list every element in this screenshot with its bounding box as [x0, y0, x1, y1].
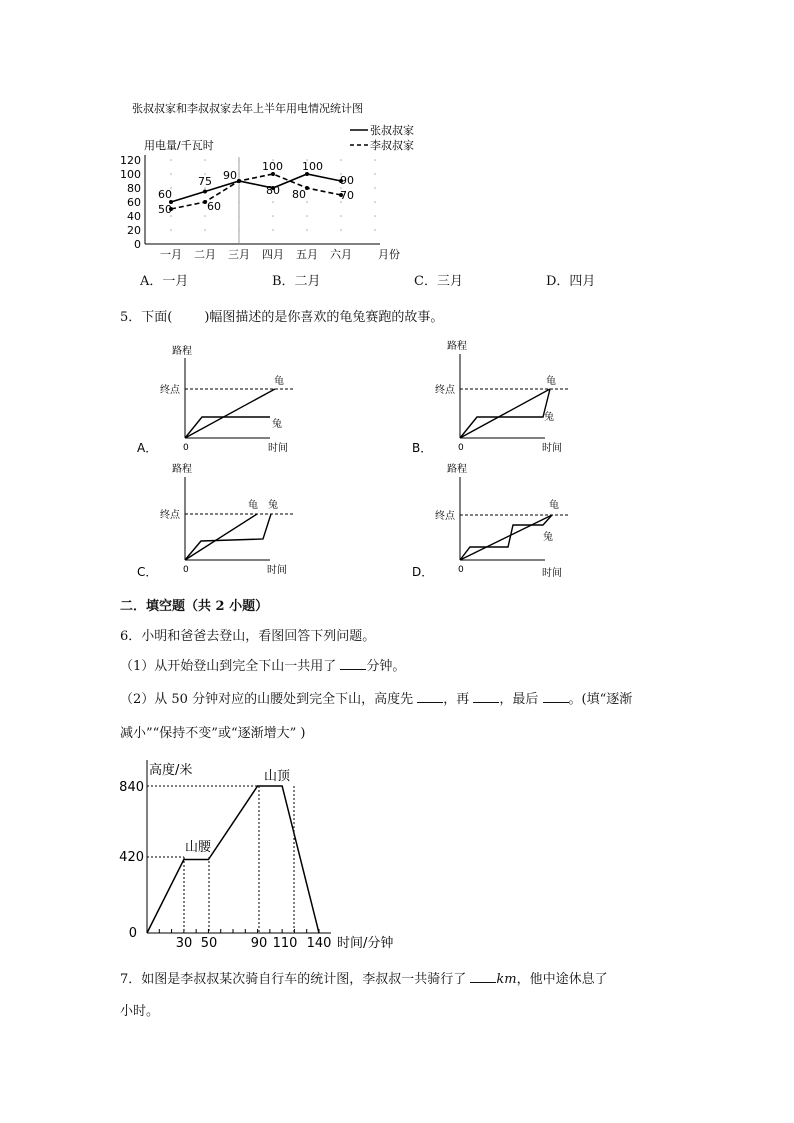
grid-dot	[238, 201, 240, 203]
origin-label: 0	[458, 443, 464, 453]
race-graph-c	[135, 462, 305, 582]
x-tick: 四月	[262, 248, 284, 261]
answer-blank[interactable]	[470, 970, 496, 983]
rabbit-line	[185, 417, 270, 438]
grid-dot	[374, 187, 376, 189]
origin-label: 0	[183, 443, 189, 453]
turtle-label: 龟	[549, 500, 559, 511]
grid-dot	[306, 229, 308, 231]
answer-blank[interactable]	[473, 690, 499, 703]
grid-dot	[374, 173, 376, 175]
race-graph-b	[410, 340, 580, 460]
panel-x-label: 时间	[542, 443, 562, 454]
panel-letter: D．	[412, 565, 434, 579]
origin-label: 0	[458, 565, 464, 575]
rabbit-label: 兔	[544, 412, 554, 423]
turtle-line	[185, 389, 275, 438]
x-tick: 50	[200, 936, 218, 951]
panel-x-label: 时间	[267, 565, 287, 576]
answer-blank[interactable]	[417, 690, 443, 703]
x-tick: 140	[306, 936, 332, 951]
x-tick: 一月	[160, 248, 182, 261]
grid-dot	[374, 215, 376, 217]
panel-finish-label: 终点	[435, 511, 455, 522]
legend-li: 李叔叔家	[370, 139, 414, 152]
panel-y-label: 路程	[447, 341, 467, 352]
grid-dot	[340, 229, 342, 231]
grid-dot	[272, 229, 274, 231]
section-heading: 二．填空题（共 2 小题）	[120, 599, 269, 614]
turtle-label: 龟	[248, 500, 258, 511]
panel-letter: B．	[412, 441, 433, 455]
question-6-stem: 6．小明和爸爸去登山，看图回答下列问题。	[120, 629, 376, 644]
panel-finish-label: 终点	[160, 385, 180, 396]
option-a: A．一月	[140, 274, 189, 289]
panel-letter: A．	[137, 441, 158, 455]
panel-y-label: 路程	[172, 346, 192, 357]
question-5-stem: 5．下面( )幅图描述的是你喜欢的龟兔赛跑的故事。	[120, 310, 444, 325]
chart-title: 张叔叔家和李叔叔家去年上半年用电情况统计图	[132, 102, 363, 115]
x-tick: 30	[175, 936, 193, 951]
panel-letter: C．	[137, 565, 158, 579]
grid-dot	[272, 215, 274, 217]
question-7-line-2: 小时。	[120, 1004, 160, 1019]
grid-dot	[306, 215, 308, 217]
grid-dot	[170, 159, 172, 161]
x-tick: 五月	[296, 248, 318, 261]
data-label-li: 50	[158, 203, 172, 216]
top-label: 山顶	[264, 769, 291, 784]
race-graph-d	[410, 462, 580, 582]
data-label-zhang: 80	[266, 184, 280, 197]
turtle-label: 龟	[274, 376, 284, 387]
x-tick: 三月	[228, 248, 250, 261]
turtle-label: 龟	[546, 376, 556, 387]
data-label-zhang: 100	[302, 160, 323, 173]
grid-dot	[238, 173, 240, 175]
y-tick: 80	[127, 182, 141, 195]
grid-dot	[204, 215, 206, 217]
mountain-climb-chart	[119, 758, 415, 953]
y-tick: 120	[120, 154, 141, 167]
option-b: B．二月	[272, 274, 321, 289]
legend-zhang: 张叔叔家	[370, 124, 414, 137]
origin-label: 0	[183, 565, 189, 575]
panel-y-label: 路程	[172, 464, 192, 475]
rabbit-line	[185, 514, 271, 560]
electricity-line-chart	[110, 95, 430, 265]
x-tick: 110	[272, 936, 298, 951]
option-c: C．三月	[414, 274, 463, 289]
y-tick: 40	[127, 210, 141, 223]
turtle-line	[185, 514, 257, 560]
rabbit-label: 兔	[272, 419, 282, 430]
mid-label: 山腰	[185, 840, 212, 855]
y-axis-label: 用电量/千瓦时	[144, 139, 214, 152]
grid-dot	[204, 229, 206, 231]
answer-blank[interactable]	[340, 657, 366, 670]
panel-finish-label: 终点	[160, 510, 180, 521]
x-tick: 90	[250, 936, 268, 951]
x-axis-label: 时间/分钟	[337, 936, 394, 951]
panel-finish-label: 终点	[435, 385, 455, 396]
grid-dot	[374, 201, 376, 203]
data-label-zhang: 90	[223, 169, 237, 182]
data-label-li: 80	[292, 188, 306, 201]
grid-dot	[170, 229, 172, 231]
grid-dot	[238, 229, 240, 231]
race-graph-a	[135, 340, 305, 460]
grid-dot	[374, 159, 376, 161]
series-li-line	[171, 174, 341, 209]
grid-dot	[238, 215, 240, 217]
question-6-part-1: （1）从开始登山到完全下山一共用了 分钟。	[120, 659, 406, 674]
grid-dot	[170, 173, 172, 175]
data-label-li: 70	[340, 189, 354, 202]
zhang-data-point	[203, 190, 207, 194]
turtle-line	[460, 389, 550, 438]
y-tick: 20	[127, 224, 141, 237]
answer-blank[interactable]	[543, 690, 569, 703]
y-tick: 100	[120, 168, 141, 181]
grid-dot	[306, 201, 308, 203]
rabbit-label: 兔	[268, 500, 278, 511]
panel-x-label: 时间	[268, 443, 288, 454]
y-axis-label: 高度/米	[149, 763, 193, 778]
grid-dot	[340, 159, 342, 161]
grid-dot	[340, 215, 342, 217]
data-label-li: 60	[207, 200, 221, 213]
y-tick: 0	[134, 238, 141, 251]
x-tick: 二月	[194, 248, 216, 261]
data-label-li: 100	[262, 160, 283, 173]
data-label-zhang: 75	[198, 175, 212, 188]
grid-dot	[272, 201, 274, 203]
question-6-part-2-cont: 减小”“保持不变”或“逐渐增大” )	[120, 726, 306, 741]
y-tick: 420	[119, 850, 144, 865]
rabbit-label: 兔	[543, 532, 553, 543]
grid-dot	[238, 187, 240, 189]
height-line	[147, 786, 319, 933]
li-data-point	[237, 179, 241, 183]
grid-dot	[204, 159, 206, 161]
panel-y-label: 路程	[447, 464, 467, 475]
y-tick: 60	[127, 196, 141, 209]
question-6-part-2: （2）从 50 分钟对应的山腰处到完全下山，高度先 ，再 ，最后 。(填“逐渐	[120, 692, 633, 707]
data-label-zhang: 90	[340, 174, 354, 187]
x-tick: 六月	[330, 248, 352, 261]
grid-dot	[238, 159, 240, 161]
panel-x-label: 时间	[542, 568, 562, 579]
option-d: D．四月	[546, 274, 596, 289]
data-label-zhang: 60	[158, 188, 172, 201]
question-7-line-1: 7．如图是李叔叔某次骑自行车的统计图，李叔叔一共骑行了 km，他中途休息了	[120, 972, 608, 987]
x-unit: 月份	[378, 248, 400, 261]
origin-label: 0	[128, 926, 137, 941]
y-tick: 840	[119, 780, 144, 795]
grid-dot	[374, 229, 376, 231]
turtle-line	[460, 515, 552, 560]
